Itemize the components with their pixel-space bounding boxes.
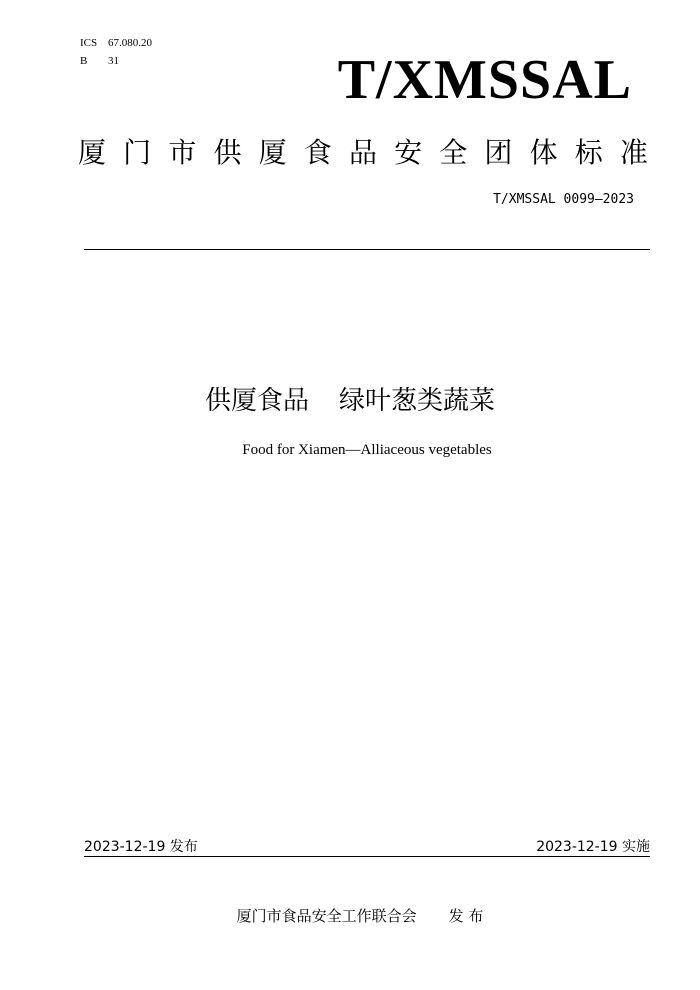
ics-value: 67.080.20 xyxy=(108,37,152,49)
organization-standard-title xyxy=(78,135,648,171)
ics-label: ICS xyxy=(80,37,98,49)
classification-codes xyxy=(80,34,152,70)
organization-title-char: 供 xyxy=(213,136,242,169)
publisher-line xyxy=(0,905,700,926)
organization-title-char: 全 xyxy=(439,136,468,169)
organization-title-char: 体 xyxy=(529,136,558,169)
standard-code-heading: T/XMSSAL xyxy=(337,49,632,111)
organization-title-char: 食 xyxy=(303,136,332,169)
ics-line xyxy=(80,34,152,52)
organization-title-char: 安 xyxy=(394,136,423,169)
organization-title-char: 准 xyxy=(619,136,648,169)
organization-title-char: 市 xyxy=(168,136,197,169)
organization-title-char: 品 xyxy=(348,136,377,169)
chinese-title xyxy=(0,384,700,418)
publisher-name: 厦门市食品安全工作联合会 xyxy=(236,907,417,925)
ccs-label: B xyxy=(80,55,88,67)
ccs-value: 31 xyxy=(108,55,119,67)
implementation-date: 2023-12-19 实施 xyxy=(536,839,650,855)
english-title: Food for Xiamen—Alliaceous vegetables xyxy=(242,442,492,458)
bottom-divider xyxy=(84,856,650,857)
chinese-title-part2: 绿叶葱类蔬菜 xyxy=(339,386,496,416)
chinese-title-part1: 供厦食品 xyxy=(204,386,309,416)
top-divider xyxy=(84,249,650,250)
organization-title-char: 标 xyxy=(574,136,603,169)
organization-title-char: 厦 xyxy=(258,136,287,169)
organization-title-char: 厦 xyxy=(78,136,107,169)
publisher-action: 发 布 xyxy=(448,907,484,925)
organization-title-char: 团 xyxy=(484,136,513,169)
standard-number: T/XMSSAL 0099—2023 xyxy=(493,192,634,207)
organization-title-char: 门 xyxy=(123,136,152,169)
release-date: 2023-12-19 发布 xyxy=(84,839,198,855)
ccs-line xyxy=(80,52,152,70)
